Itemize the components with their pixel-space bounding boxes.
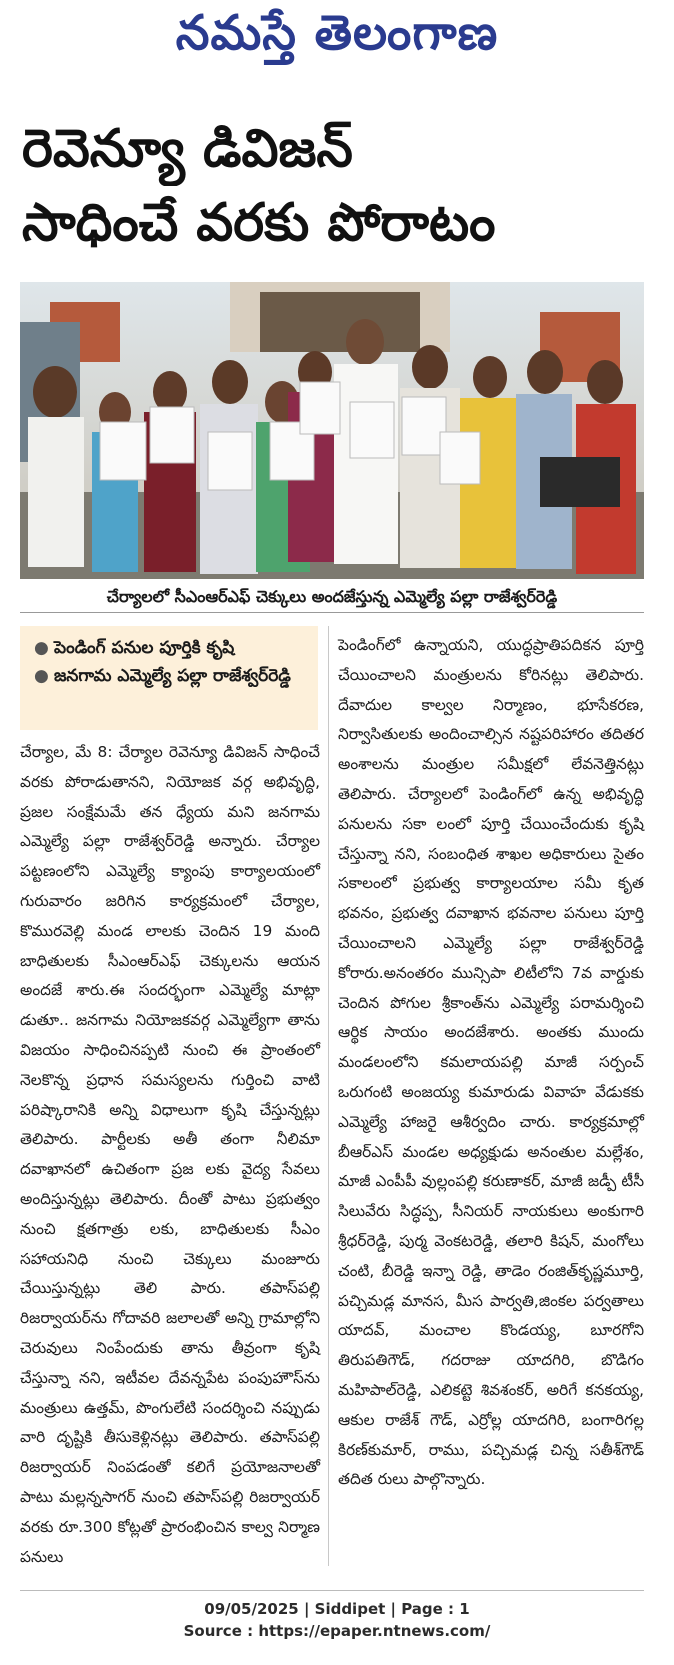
headline-line-2: సాధించే వరకు పోరాటం [22, 193, 496, 253]
news-photo [20, 282, 644, 579]
photo-caption: చేర్యాలలో సీఎంఆర్ఎఫ్ చెక్కులు అందజేస్తున్న ఎమ్మెల్యే పల్లా రాజేశ్వర్‌రెడ్డి [20, 582, 644, 613]
footer-source: Source : https://epaper.ntnews.com/ [183, 1622, 491, 1640]
highlight-text: పెండింగ్ పనుల పూర్తికి కృషి [54, 638, 235, 658]
headline-line-1: రెవెన్యూ డివిజన్ [22, 119, 353, 179]
bullet-icon: ● [34, 638, 49, 658]
highlights-box [20, 626, 318, 730]
footer-date-edition: 09/05/2025 | Siddipet | Page : 1 [204, 1600, 470, 1618]
highlight-item [34, 634, 312, 662]
masthead-title: నమస్తే తెలంగాణ [175, 6, 499, 61]
highlight-item [34, 662, 312, 690]
article-column-left: చేర్యాల, మే 8: చేర్యాల రెవెన్యూ డివిజన్ సాధించే వరకు పోరాడుతానని, నియోజక వర్గ అభివృద్ధి, ప్రజల సంక్షేమమే తన ధ్యేయ మని జనగామ ఎమ్మెల్యే పల్లా రాజేశ్వర్‌రెడ్డి అన్నారు. చేర్యాల పట్టణంలోని ఎమ్మెల్యే క్యాంపు కార్యాలయంలో గురువారం జరిగిన కార్యక్రమంలో చేర్యాల, కొమురవెల్లి మండ లాలకు చెందిన 19 మంది బాధితులకు సీఎంఆర్ఎఫ్ చెక్కులను ఆయన అందజే శారు.ఈ సందర్భంగా ఎమ్మెల్యే మాట్లా డుతూ.. జనగామ నియోజకవర్గ ఎమ్మెల్యేగా తాను విజయం సాధించినప్పటి నుంచి ఈ ప్రాంతంలో నెలకొన్న ప్రధాన సమస్యలను గుర్తించి వాటి పరిష్కారానికి అన్ని విధాలుగా కృషి చేస్తున్నట్లు తెలిపారు. పార్టీలకు అతీ తంగా నీలిమా దవాఖానలో ఉచితంగా ప్రజ లకు వైద్య సేవలు అందిస్తున్నట్లు తెలిపారు. దీంతో పాటు ప్రభుత్వం నుంచి క్షతగాత్రు లకు, బాధితులకు సీఎం సహాయనిధి నుంచి చెక్కులు మంజూరు చేయిస్తున్నట్లు తెలి పారు. తపాస్‌పల్లి రిజర్వాయర్‌ను గోదావరి జలాలతో అన్ని గ్రామాల్లోని చెరువులు నింపేందుకు తాను తీవ్రంగా కృషి చేస్తున్నా నని, ఇటీవల దేవన్నపేట పంపుహౌస్‌ను మంత్రులు ఉత్తమ్, పొంగులేటి సందర్శించి నప్పుడు వారి దృష్టికి తీసుకెళ్లినట్లు తెలిపారు. తపాస్‌పల్లి రిజర్వాయర్ నింపడంతో కలిగే ప్రయోజనాలతో పాటు మల్లన్నసాగర్ నుంచి తపాస్‌పల్లి రిజర్వాయర్ వరకు రూ.300 కోట్లతో ప్రారంభించిన కాల్వ నిర్మాణ పనులు [20, 743, 320, 1566]
group-photo-illustration [20, 282, 644, 579]
column-divider [328, 626, 329, 1566]
footer-divider [20, 1590, 644, 1591]
bullet-icon: ● [34, 666, 49, 686]
article-column-right: పెండింగ్‌లో ఉన్నాయని, యుద్ధప్రాతిపదికన పూర్తి చేయించాలని మంత్రులను కోరినట్లు తెలిపారు. దేవాదుల కాల్వల నిర్మాణం, భూసేకరణ, నిర్వాసితులకు అందించాల్సిన నష్టపరిహారం తదితర అంశాలను మంత్రుల సమీక్షలో లేవనెత్తినట్లు తెలిపారు. చేర్యాలలో పెండింగ్‌లో ఉన్న అభివృద్ధి పనులను సకా లంలో పూర్తి చేయించేందుకు కృషి చేస్తున్నా నని, సంబంధిత శాఖల అధికారులు సైతం సకాలంలో ప్రభుత్వ కార్యాలయాల సమీ కృత భవనం, ప్రభుత్వ దవాఖాన భవనాల పనులు పూర్తి చేయించాలని ఎమ్మెల్యే పల్లా రాజేశ్వర్‌రెడ్డి కోరారు.అనంతరం మున్సిపా లిటీలోని 7వ వార్డుకు చెందిన పోగుల శ్రీకాంత్‌ను ఎమ్మెల్యే పరామర్శించి ఆర్థిక సాయం అందజేశారు. అంతకు ముందు మండలంలోని కమలాయపల్లి మాజీ సర్పంచ్ ఒరుగంటి అంజయ్య కుమారుడు వివాహ వేడుకకు ఎమ్మెల్యే హాజరై ఆశీర్వదిం చారు. కార్యక్రమాల్లో బీఆర్ఎస్ మండల అధ్యక్షుడు అనంతుల మల్లేశం, మాజీ ఎంపీపీ వుల్లంపల్లి కరుణాకర్, మాజీ జడ్పీ టీసీ సిలువేరు సిద్ధప్ప, సీనియర్ నాయకులు అంకుగారి శ్రీధర్‌రెడ్డి, పుర్మ వెంకటరెడ్డి, తలారి కిషన్, మంగోలు చంటి, బీరెడ్డి ఇన్నా రెడ్డి, తాడెం రంజిత్‌కృష్ణమూర్తి, పచ్చిమడ్ల మానస, మీస పార్వతి,జింకల పర్వతాలు యాదవ్, మంచాల కొండయ్య, బూరగోని తిరుపతిగౌడ్, గదరాజు యాదగిరి, బొడిగం మహిపాల్‌రెడ్డి, ఎలికట్టె శివశంకర్, అరిగే కనకయ్య, ఆకుల రాజేశ్ గౌడ్, ఎర్రోల్ల యాదగిరి, బంగారిగల్ల కిరణ్‌కుమార్, రాము, పచ్చిమడ్ల చిన్న సతీశ్‌గౌడ్ తదిత రులు పాల్గొన్నారు. [338, 636, 644, 1489]
headline [22, 112, 652, 260]
highlight-text: జనగామ ఎమ్మెల్యే పల్లా రాజేశ్వర్‌రెడ్డి [54, 666, 291, 686]
